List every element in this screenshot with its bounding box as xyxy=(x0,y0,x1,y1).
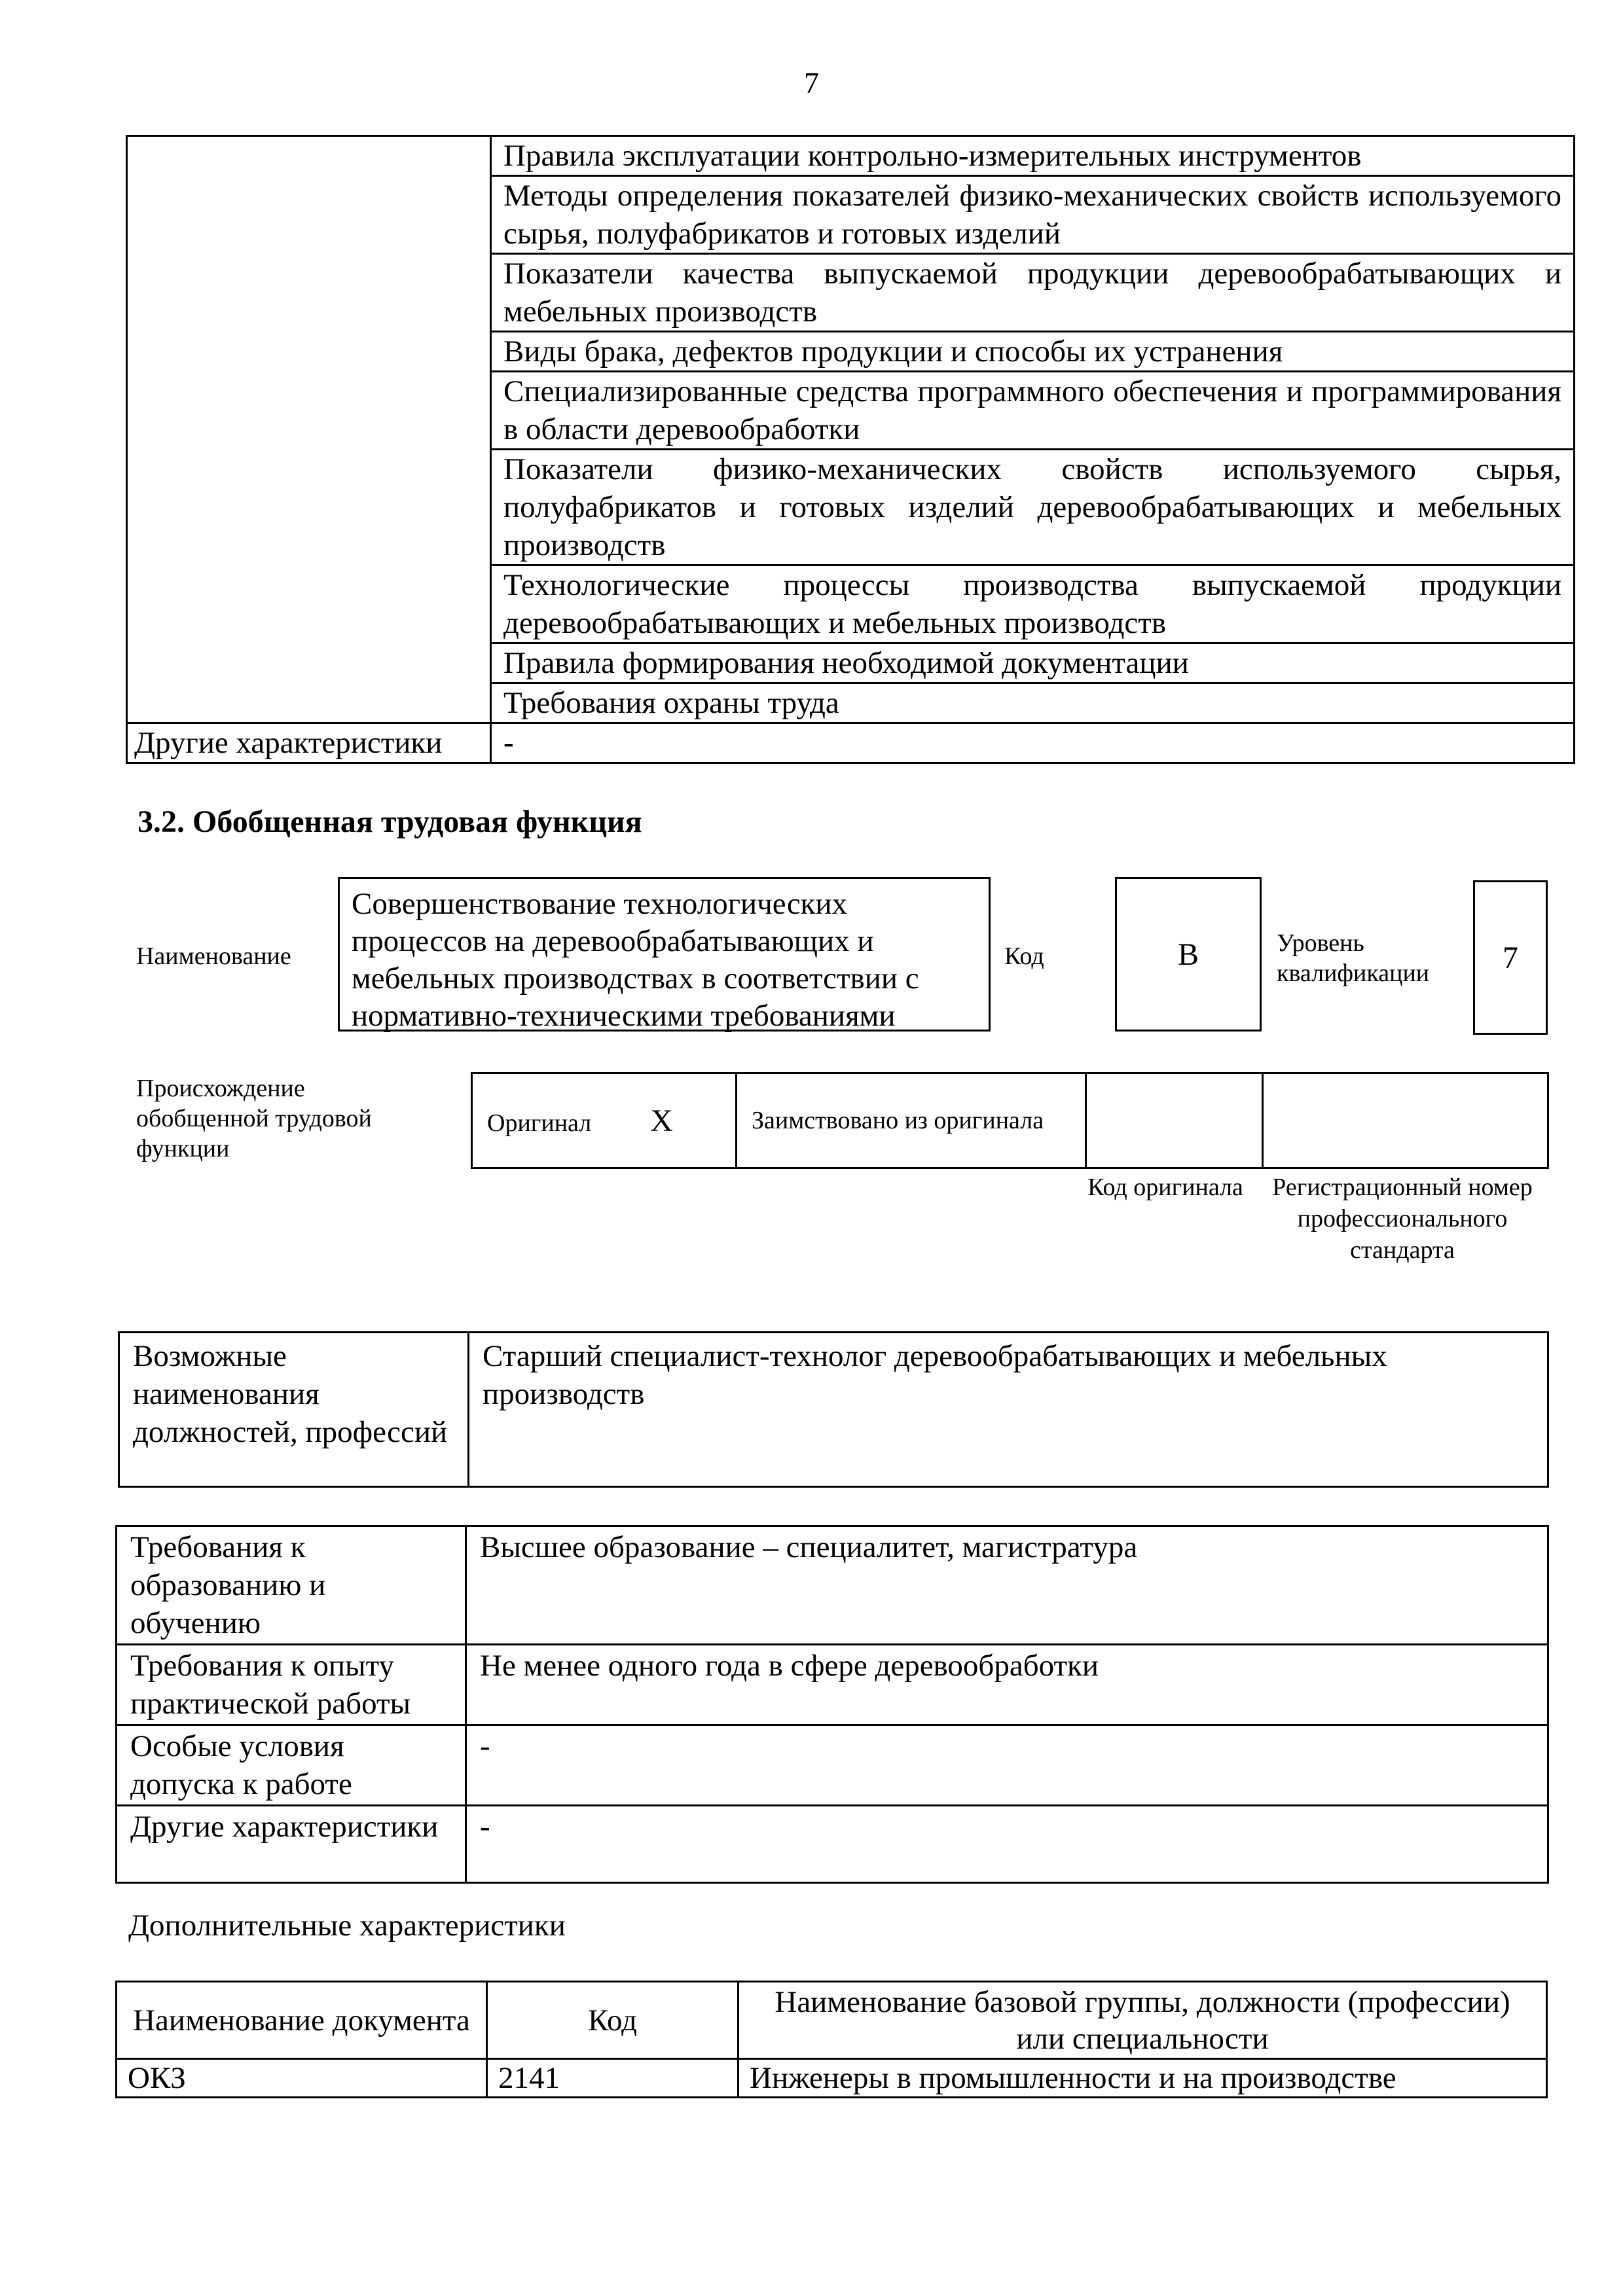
requirement-label: Требования к образованию и обучению xyxy=(117,1526,466,1645)
table-row xyxy=(472,1073,1548,1168)
header-code: Код xyxy=(487,1982,739,2059)
table-row xyxy=(119,1333,1548,1487)
code-original-caption: Код оригинала xyxy=(1087,1174,1243,1201)
origin-label: Происхождение обобщенной трудовой функции xyxy=(136,1075,372,1162)
requirements-table xyxy=(115,1525,1549,1884)
code-value: B xyxy=(1177,937,1199,972)
other-characteristics-label: Другие характеристики xyxy=(127,723,491,763)
original-cell xyxy=(472,1073,737,1168)
knowledge-item: Требования охраны труда xyxy=(491,683,1575,723)
table-row xyxy=(117,1645,1548,1725)
code-box xyxy=(1115,877,1262,1031)
knowledge-item: Технологические процессы производства выпускаемой продукции деревообрабатывающих и мебельных производств xyxy=(491,565,1575,643)
table-row xyxy=(117,1806,1548,1883)
header-doc-name: Наименование документа xyxy=(117,1982,487,2059)
reg-number-cell xyxy=(1263,1073,1548,1168)
requirement-value: Не менее одного года в сфере деревообработки xyxy=(466,1645,1548,1725)
positions-label: Возможные наименования должностей, профессий xyxy=(119,1333,469,1487)
doc-name-cell: ОКЗ xyxy=(117,2059,487,2098)
group-name-cell: Инженеры в промышленности и на производстве xyxy=(739,2059,1547,2098)
knowledge-item: Виды брака, дефектов продукции и способы их устранения xyxy=(491,332,1575,372)
code-original-cell xyxy=(1086,1073,1263,1168)
table-row xyxy=(117,1725,1548,1806)
function-name-box xyxy=(338,877,991,1031)
knowledge-item: Специализированные средства программного обеспечения и программирования в области деревообработки xyxy=(491,372,1575,450)
requirement-value: Высшее образование – специалитет, магистратура xyxy=(466,1526,1548,1645)
knowledge-item: Показатели физико-механических свойств используемого сырья, полуфабрикатов и готовых изделий деревообрабатывающих и мебельных производств xyxy=(491,450,1575,565)
knowledge-item: Методы определения показателей физико-механических свойств используемого сырья, полуфабрикатов и готовых изделий xyxy=(491,176,1575,254)
origin-table xyxy=(471,1072,1549,1169)
table-row xyxy=(117,2059,1547,2098)
knowledge-item: Правила эксплуатации контрольно-измерительных инструментов xyxy=(491,136,1575,176)
requirement-label: Другие характеристики xyxy=(117,1806,466,1883)
additional-title: Дополнительные характеристики xyxy=(128,1909,566,1943)
original-label: Оригинал xyxy=(487,1109,592,1137)
requirement-value: - xyxy=(466,1806,1548,1883)
level-value: 7 xyxy=(1503,940,1518,975)
function-name-value: Совершенствование технологических процессов на деревообрабатывающих и мебельных производствах в соответствии с нормативно-техническими требованиями xyxy=(352,887,919,1033)
requirement-value: - xyxy=(466,1725,1548,1806)
original-mark: X xyxy=(650,1103,673,1138)
code-cell: 2141 xyxy=(487,2059,739,2098)
page-number: 7 xyxy=(804,66,819,99)
section-title: 3.2. Обобщенная трудовая функция xyxy=(137,804,642,839)
positions-value: Старший специалист-технолог деревообрабатывающих и мебельных производств xyxy=(469,1333,1548,1487)
header-group-name: Наименование базовой группы, должности (профессии) или специальности xyxy=(739,1982,1547,2059)
positions-table xyxy=(118,1331,1549,1488)
borrowed-label: Заимствовано из оригинала xyxy=(737,1073,1086,1168)
requirement-label: Требования к опыту практической работы xyxy=(117,1645,466,1725)
level-label: Уровень квалификации xyxy=(1277,929,1430,987)
requirement-label: Особые условия допуска к работе xyxy=(117,1725,466,1806)
name-label: Наименование xyxy=(136,942,291,970)
table-row xyxy=(127,136,1575,176)
knowledge-item: Показатели качества выпускаемой продукции деревообрабатывающих и мебельных производств xyxy=(491,254,1575,332)
table-cell-empty xyxy=(127,136,491,723)
knowledge-item: Правила формирования необходимой документации xyxy=(491,643,1575,683)
code-label: Код xyxy=(1004,942,1044,970)
table-row xyxy=(127,723,1575,763)
knowledge-table xyxy=(126,135,1575,764)
table-row xyxy=(117,1526,1548,1645)
other-characteristics-value: - xyxy=(491,723,1575,763)
table-header-row xyxy=(117,1982,1547,2059)
additional-table xyxy=(115,1981,1548,2098)
level-box xyxy=(1473,880,1548,1035)
reg-number-caption: Регистрационный номер профессионального стандарта xyxy=(1272,1174,1533,1264)
